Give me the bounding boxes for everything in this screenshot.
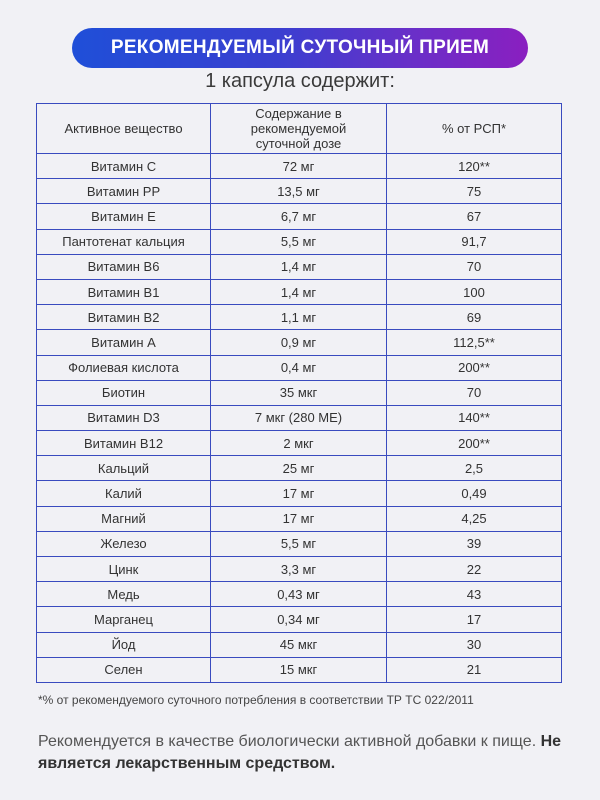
table-header-row (37, 104, 562, 154)
cell-substance: Марганец (37, 607, 211, 632)
table-row (37, 254, 562, 279)
disclaimer-text: Рекомендуется в качестве биологически активной добавки к пище. (38, 733, 537, 750)
cell-percent: 70 (387, 380, 562, 405)
cell-percent: 22 (387, 557, 562, 582)
cell-amount: 1,4 мг (211, 254, 387, 279)
cell-substance: Селен (37, 657, 211, 682)
table-row (37, 204, 562, 229)
cell-substance: Фолиевая кислота (37, 355, 211, 380)
cell-percent: 91,7 (387, 229, 562, 254)
header-content (211, 104, 387, 154)
cell-substance: Витамин РР (37, 179, 211, 204)
subtitle: 1 капсула содержит: (205, 70, 395, 92)
cell-percent: 0,49 (387, 481, 562, 506)
cell-percent: 120** (387, 154, 562, 179)
header-percent: % от РСП* (387, 104, 562, 154)
cell-percent: 69 (387, 305, 562, 330)
cell-substance: Витамин D3 (37, 405, 211, 430)
cell-amount: 6,7 мг (211, 204, 387, 229)
cell-substance: Медь (37, 582, 211, 607)
cell-amount: 7 мкг (280 МЕ) (211, 405, 387, 430)
cell-percent: 200** (387, 355, 562, 380)
cell-amount: 0,9 мг (211, 330, 387, 355)
table-row (37, 154, 562, 179)
cell-amount: 3,3 мг (211, 557, 387, 582)
header-substance: Активное вещество (37, 104, 211, 154)
cell-substance: Биотин (37, 380, 211, 405)
table-row (37, 405, 562, 430)
cell-percent: 39 (387, 531, 562, 556)
cell-percent: 70 (387, 254, 562, 279)
cell-substance: Цинк (37, 557, 211, 582)
cell-percent: 2,5 (387, 456, 562, 481)
cell-amount: 15 мкг (211, 657, 387, 682)
cell-amount: 72 мг (211, 154, 387, 179)
table-row (37, 481, 562, 506)
header-content-label: Содержание в рекомендуемой суточной дозе (250, 106, 347, 151)
cell-substance: Йод (37, 632, 211, 657)
cell-amount: 45 мкг (211, 632, 387, 657)
cell-percent: 17 (387, 607, 562, 632)
table-row (37, 431, 562, 456)
table-row (37, 305, 562, 330)
cell-percent: 21 (387, 657, 562, 682)
table-row (37, 456, 562, 481)
table-row (37, 179, 562, 204)
cell-substance: Витамин Е (37, 204, 211, 229)
cell-percent: 112,5** (387, 330, 562, 355)
cell-percent: 200** (387, 431, 562, 456)
cell-percent: 67 (387, 204, 562, 229)
table-row (37, 531, 562, 556)
cell-substance: Пантотенат кальция (37, 229, 211, 254)
cell-substance: Витамин В2 (37, 305, 211, 330)
table-row (37, 229, 562, 254)
cell-percent: 140** (387, 405, 562, 430)
table-row (37, 657, 562, 682)
table-row (37, 557, 562, 582)
title-banner (72, 28, 528, 68)
cell-percent: 4,25 (387, 506, 562, 531)
cell-amount: 0,34 мг (211, 607, 387, 632)
cell-percent: 30 (387, 632, 562, 657)
cell-percent: 43 (387, 582, 562, 607)
cell-substance: Витамин С (37, 154, 211, 179)
cell-amount: 2 мкг (211, 431, 387, 456)
cell-percent: 100 (387, 279, 562, 304)
cell-amount: 0,4 мг (211, 355, 387, 380)
table-body (37, 154, 562, 683)
cell-substance: Магний (37, 506, 211, 531)
cell-amount: 5,5 мг (211, 229, 387, 254)
cell-amount: 5,5 мг (211, 531, 387, 556)
cell-amount: 0,43 мг (211, 582, 387, 607)
cell-amount: 25 мг (211, 456, 387, 481)
cell-substance: Витамин В6 (37, 254, 211, 279)
table-row (37, 279, 562, 304)
table-row (37, 355, 562, 380)
cell-substance: Калий (37, 481, 211, 506)
cell-percent: 75 (387, 179, 562, 204)
cell-amount: 13,5 мг (211, 179, 387, 204)
cell-amount: 17 мг (211, 481, 387, 506)
table-row (37, 506, 562, 531)
disclaimer-bold-text: Не является лекарственным средством. (38, 733, 562, 772)
table-row (37, 582, 562, 607)
table-row (37, 607, 562, 632)
table-row (37, 380, 562, 405)
nutrient-table (36, 103, 562, 683)
cell-substance: Витамин А (37, 330, 211, 355)
cell-amount: 17 мг (211, 506, 387, 531)
cell-substance: Витамин В12 (37, 431, 211, 456)
cell-amount: 35 мкг (211, 380, 387, 405)
footnote: *% от рекомендуемого суточного потребления в соответствии ТР ТС 022/2011 (38, 693, 474, 707)
cell-substance: Витамин В1 (37, 279, 211, 304)
disclaimer (38, 731, 578, 775)
table-row (37, 632, 562, 657)
banner-title: РЕКОМЕНДУЕМЫЙ СУТОЧНЫЙ ПРИЕМ (110, 37, 490, 58)
cell-substance: Кальций (37, 456, 211, 481)
cell-substance: Железо (37, 531, 211, 556)
cell-amount: 1,4 мг (211, 279, 387, 304)
table-row (37, 330, 562, 355)
cell-amount: 1,1 мг (211, 305, 387, 330)
